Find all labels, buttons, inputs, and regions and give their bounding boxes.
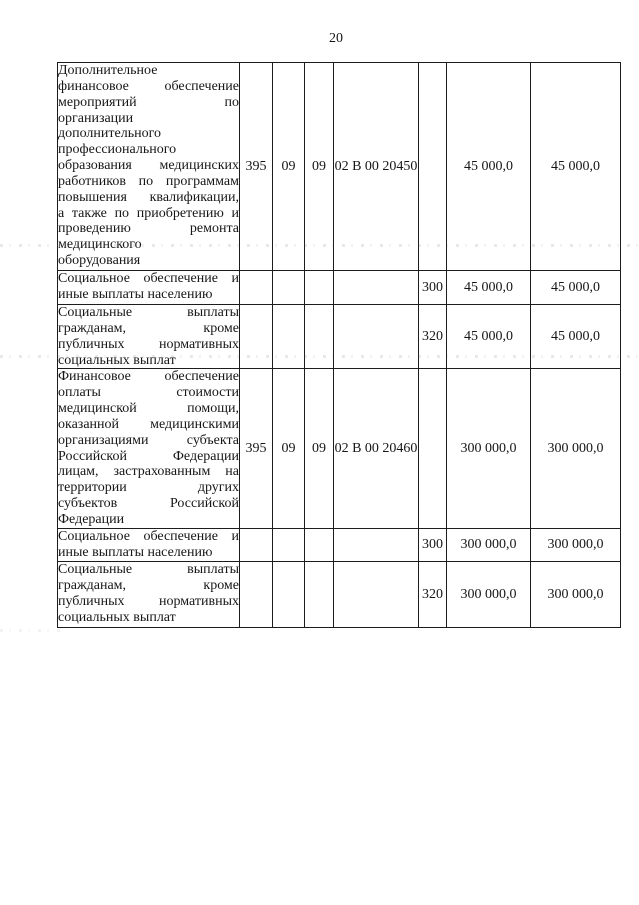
description-cell [58,562,240,628]
subsection-cell [305,562,334,628]
description-line: медицинской помощи, [58,401,239,417]
subsection-cell: 09 [305,63,334,271]
table-row [58,271,621,305]
section-cell [273,562,305,628]
amount-cell: 300 000,0 [531,562,621,628]
description-line: лицам, застрахованным на [58,464,239,480]
expense-type-cell: 320 [419,305,447,369]
expense-type-cell [419,63,447,271]
description-line: а также по приобретению и [58,205,239,221]
description-cell [58,369,240,529]
description-cell [58,305,240,369]
section-cell [273,529,305,562]
description-line: оборудования [58,253,141,269]
description-line: оплаты стоимости [58,385,239,401]
description-line: социальных выплат [58,352,176,368]
subsection-cell [305,271,334,305]
ministry-code-cell: 395 [240,63,273,271]
target-article-cell: 02 В 00 20450 [334,63,419,271]
amount-cell: 300 000,0 [447,369,531,529]
description-line: Социальные выплаты [58,305,239,320]
description-cell [58,529,240,562]
description-line: иные выплаты населению [58,545,213,561]
section-cell [273,271,305,305]
table-row [58,369,621,529]
amount-cell: 300 000,0 [447,529,531,562]
description-line: Социальное обеспечение и [58,529,239,545]
description-line: работников по программам [58,173,239,189]
page-number: 20 [329,31,343,46]
description-line: Социальные выплаты [58,562,239,578]
amount-cell: 45 000,0 [447,63,531,271]
description-line: публичных нормативных [58,594,239,610]
description-cell [58,63,240,271]
description-line: Федерации [58,511,125,527]
description-line: иные выплаты населению [58,286,213,302]
description-line: организациями субъекта [58,432,239,448]
section-cell: 09 [273,63,305,271]
description-line: дополнительного [58,126,161,142]
description-cell [58,271,240,305]
description-line: проведению ремонта [58,221,239,237]
description-line: гражданам, кроме [58,578,239,594]
description-line: Дополнительное [58,63,158,78]
description-line: Социальное обеспечение и [58,271,239,286]
description-line: образования медицинских [58,158,239,174]
amount-cell: 300 000,0 [531,369,621,529]
subsection-cell [305,305,334,369]
table-row [58,529,621,562]
amount-cell: 45 000,0 [531,271,621,305]
target-article-cell [334,305,419,369]
subsection-cell [305,529,334,562]
amount-cell: 45 000,0 [531,63,621,271]
amount-cell: 300 000,0 [447,562,531,628]
ministry-code-cell [240,529,273,562]
ministry-code-cell: 395 [240,369,273,529]
amount-cell: 300 000,0 [531,529,621,562]
description-line: Российской Федерации [58,448,239,464]
table-row [58,63,621,271]
section-cell: 09 [273,369,305,529]
table-body [58,63,621,628]
description-line: субъектов Российской [58,496,239,512]
amount-cell: 45 000,0 [447,305,531,369]
description-line: медицинского [58,237,142,253]
ministry-code-cell [240,271,273,305]
description-line: социальных выплат [58,609,176,625]
target-article-cell [334,271,419,305]
expense-type-cell: 300 [419,271,447,305]
description-line: профессионального [58,142,177,158]
subsection-cell: 09 [305,369,334,529]
scan-noise [0,629,60,632]
ministry-code-cell [240,562,273,628]
expense-type-cell: 300 [419,529,447,562]
budget-table [57,62,621,628]
description-line: мероприятий по [58,94,239,110]
table-row [58,562,621,628]
target-article-cell: 02 В 00 20460 [334,369,419,529]
description-line: финансовое обеспечение [58,78,239,94]
table-row [58,305,621,369]
description-line: оказанной медицинскими [58,416,239,432]
description-line: гражданам, кроме [58,320,239,336]
ministry-code-cell [240,305,273,369]
description-line: повышения квалификации, [58,189,239,205]
description-line: организации [58,110,134,126]
section-cell [273,305,305,369]
description-line: публичных нормативных [58,336,239,352]
target-article-cell [334,529,419,562]
description-line: Финансовое обеспечение [58,369,239,385]
description-line: территории других [58,480,239,496]
amount-cell: 45 000,0 [531,305,621,369]
expense-type-cell: 320 [419,562,447,628]
expense-type-cell [419,369,447,529]
amount-cell: 45 000,0 [447,271,531,305]
target-article-cell [334,562,419,628]
